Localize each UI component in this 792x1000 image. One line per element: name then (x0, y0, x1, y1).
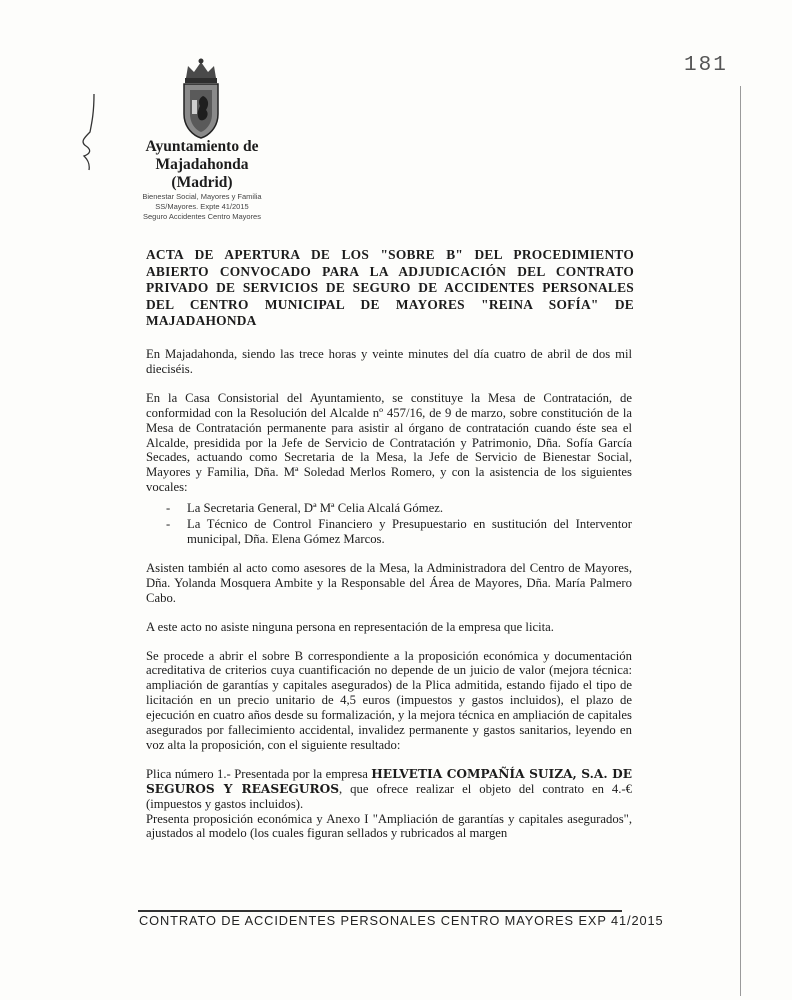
plica-suffix: , que ofrece realizar el objeto del contrato en 4.-€ (impuestos y gastos incluidos). (146, 781, 632, 811)
municipal-coat-of-arms-icon (176, 56, 226, 140)
page-number: 181 (684, 54, 728, 77)
org-name-line: Ayuntamiento de (145, 138, 259, 155)
paragraph-procedure: Se procede a abrir el sobre B correspondiente a la proposición económica y documentación acreditativa de criterios cuya cuantificación no depende de un juicio de valor (mejora técnica: ampliación de garantías y capitales asegurados) de la Plica admitida, estando fijado el tipo de licitación en un precio unitario de 4,5 euros (impuestos y gastos incluidos), el plazo de ejecución en cuatro años desde su formalización, y la mejora técnica en ampliación de capitales asegurados por fallecimiento accidental, invalidez permanente y gastos sanitarios, leyendo en voz alta la proposición, con el siguiente resultado: (146, 648, 632, 752)
handwritten-margin-mark-icon (76, 92, 100, 172)
paragraph-advisors: Asisten también al acto como asesores de la Mesa, la Administradora del Centro de Mayores, Dña. Yolanda Mosquera Ambite y la Responsable del Área de Mayores, Dña. María Palmero Cabo. (146, 560, 632, 605)
paragraph-committee: En la Casa Consistorial del Ayuntamiento, se constituye la Mesa de Contratación, de conformidad con la Resolución del Alcalde nº 457/16, de 9 de marzo, sobre constitución de la Mesa de Contratación permanente para asistir al órgano de contratación cuando éste sea el Alcalde, presidida por la Jefe de Servicio de Contratación y Patrimonio, Dña. Sofía García Secades, actuando como Secretaria de la Mesa, la Jefe de Servicio de Bienestar Social, Mayores y Familia, Dña. Mª Soledad Merlos Romero, y con la asistencia de los siguientes vocales: (146, 390, 632, 495)
paragraph-date: En Majadahonda, siendo las trece horas y veinte minutes del día cuatro de abril de dos mil dieciséis. (146, 347, 632, 376)
org-name-line: Majadahonda (155, 156, 249, 173)
page-footer: CONTRATO DE ACCIDENTES PERSONALES CENTRO MAYORES EXP 41/2015 (139, 913, 664, 928)
list-item: - La Técnico de Control Financiero y Presupuestario en sustitución del Interventor municipal, Dña. Elena Gómez Marcos. (187, 517, 632, 547)
paragraph-plica (146, 767, 632, 812)
scan-edge-line (740, 86, 741, 996)
list-item: - La Secretaria General, Dª Mª Celia Alcalá Gómez. (187, 501, 632, 516)
vocales-list (146, 501, 632, 547)
plica-prefix: Plica número 1.- Presentada por la empresa (146, 766, 372, 781)
document-title: ACTA DE APERTURA DE LOS "SOBRE B" DEL PROCEDIMIENTO ABIERTO CONVOCADO PARA LA ADJUDICACIÓN DEL CONTRATO PRIVADO DE SERVICIOS DE SEGURO DE ACCIDENTES PERSONALES DEL CENTRO MUNICIPAL DE MAYORES "REINA SOFÍA" DE MAJADAHONDA (146, 247, 634, 328)
organization-header (120, 138, 284, 222)
footer-divider (138, 910, 622, 912)
org-sub-line: Seguro Accidentes Centro Mayores (143, 212, 261, 221)
document-body (146, 347, 632, 855)
plica-company: HELVETIA COMPAÑÍA SUIZA, S.A. DE SEGUROS Y REASEGUROS (146, 766, 632, 796)
org-name-line: (Madrid) (171, 174, 233, 191)
org-sub-line: Bienestar Social, Mayores y Familia (142, 192, 262, 201)
paragraph-attendance: A este acto no asiste ninguna persona en representación de la empresa que licita. (146, 619, 554, 634)
org-sub-line: SS/Mayores. Expte 41/2015 (155, 202, 249, 211)
paragraph-annex: Presenta proposición económica y Anexo I "Ampliación de garantías y capitales asegurados", ajustados al modelo (los cuales figuran sellados y rubricados al margen (146, 811, 632, 841)
